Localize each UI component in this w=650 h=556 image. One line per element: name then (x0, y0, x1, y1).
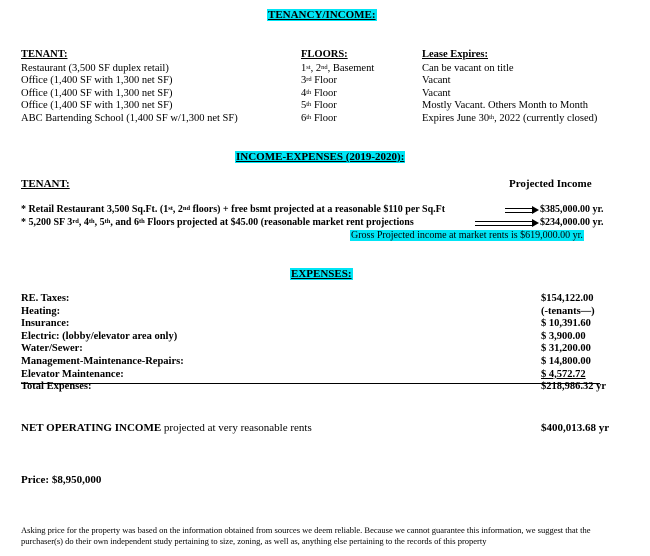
tenant-row-2: Office (1,400 SF with 1,300 net SF) (21, 75, 173, 87)
income-line-offices: * 5,200 SF 3rd, 4th, 5th, and 6th Floors projected at $45.00 (reasonable market rent projections (21, 217, 414, 228)
floors-column (301, 49, 374, 126)
floor-row-1: 1st, 2nd, Basement (301, 62, 375, 74)
income-tenant-label: TENANT: (21, 178, 70, 190)
gross-projected-income-text: Gross Projected income at market rents is $619,000.00 yr. (351, 230, 583, 241)
projected-income-label: Projected Income (509, 178, 592, 190)
arrow-icon (505, 207, 539, 213)
expense-value: $ 14,800.00 (541, 355, 591, 367)
expense-value: $ 31,200.00 (541, 343, 591, 355)
floor-row-3: 4th Floor (301, 87, 337, 99)
expense-value: $218,986.32 yr (541, 381, 607, 393)
expense-label: Management-Maintenance-Repairs: (21, 355, 184, 367)
expenses-labels (21, 293, 184, 394)
expenses-heading (290, 268, 353, 281)
expense-label: Heating: (21, 305, 61, 317)
income-retail-value: $385,000.00 yr. (504, 204, 604, 216)
income-expenses-heading (235, 151, 405, 164)
expense-label: Total Expenses: (21, 381, 92, 393)
expense-value: (-tenants—) (541, 305, 595, 317)
floor-row-5: 6th Floor (301, 112, 337, 124)
floor-row-4: 5th Floor (301, 100, 337, 112)
noi-label: NET OPERATING INCOME projected at very reasonable rents (21, 422, 312, 434)
expense-label: Insurance: (21, 318, 70, 330)
floors-column-header: FLOORS: (301, 49, 348, 60)
tenancy-income-heading-text: TENANCY/INCOME: (268, 9, 376, 21)
price: Price: $8,950,000 (21, 474, 102, 486)
lease-column-header: Lease Expires: (422, 49, 489, 60)
lease-row-2: Vacant (422, 75, 451, 87)
disclaimer: Asking price for the property was based on the information obtained from sources we deem reliable. Because we cannot guarantee this information, we suggest that the purchaser(s) do their own independent study pertaining to size, zoning, as well as, anything else pertaining to the records of this property (21, 525, 591, 546)
expense-value: $154,122.00 (541, 293, 594, 304)
expenses-heading-text: EXPENSES: (291, 268, 352, 280)
lease-column (422, 49, 597, 126)
lease-row-1: Can be vacant on title (422, 62, 514, 74)
expense-label: Elevator Maintenance: (21, 368, 124, 380)
noi-value: $400,013.68 yr (541, 422, 610, 434)
income-offices-value: $234,000.00 yr. (474, 217, 604, 229)
lease-row-5: Expires June 30th, 2022 (currently closed) (422, 112, 598, 124)
expense-label: Water/Sewer: (21, 343, 83, 355)
tenant-row-1: Restaurant (3,500 SF duplex retail) (21, 62, 169, 74)
expense-value: $ 4,572.72 (541, 368, 586, 380)
expense-value: $ 3,900.00 (541, 330, 586, 342)
expense-value: $ 10,391.60 (541, 318, 591, 330)
tenant-row-3: Office (1,400 SF with 1,300 net SF) (21, 87, 173, 99)
tenant-column (21, 49, 238, 126)
arrow-icon (475, 220, 539, 226)
income-expenses-heading-text: INCOME-EXPENSES (2019-2020): (236, 151, 405, 163)
gross-projected-income (350, 230, 584, 242)
expenses-values (541, 293, 606, 394)
lease-row-3: Vacant (422, 87, 451, 99)
tenant-row-5: ABC Bartending School (1,400 SF w/1,300 net SF) (21, 112, 238, 124)
expense-label: RE. Taxes: (21, 293, 70, 304)
tenant-column-header: TENANT: (21, 49, 68, 60)
lease-row-4: Mostly Vacant. Others Month to Month (422, 100, 589, 112)
expense-label: Electric: (lobby/elevator area only) (21, 330, 178, 342)
income-line-retail: * Retail Restaurant 3,500 Sq.Ft. (1st, 2nd floors) + free bsmt projected at a reasonable $110 per Sq.Ft (21, 204, 446, 215)
floor-row-2: 3rd Floor (301, 75, 338, 87)
total-rule (21, 383, 600, 384)
tenant-row-4: Office (1,400 SF with 1,300 net SF) (21, 100, 173, 112)
tenancy-income-heading (267, 9, 377, 22)
